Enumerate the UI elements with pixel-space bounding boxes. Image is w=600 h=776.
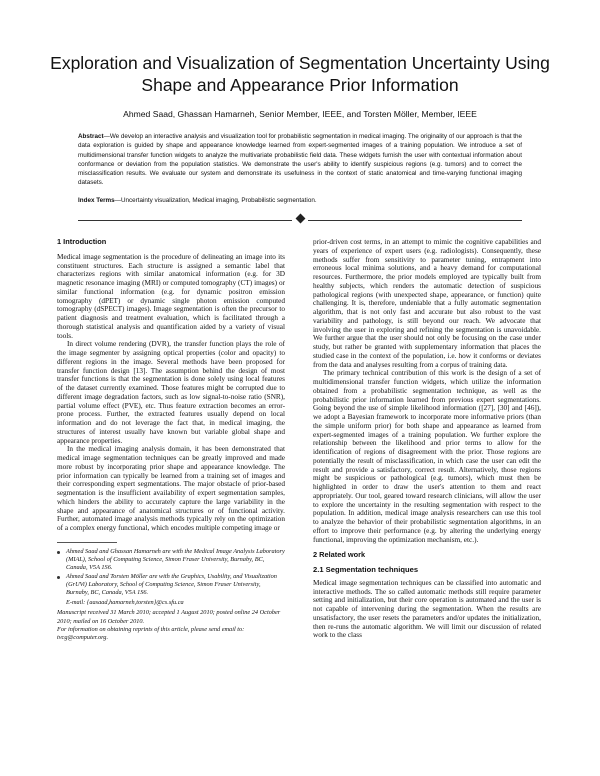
subsection-heading-segmentation: 2.1 Segmentation techniques <box>313 565 419 574</box>
index-terms-text: —Uncertainty visualization, Medical imaging, Probabilistic segmentation. <box>114 197 317 204</box>
related-paragraph-1: Medical image segmentation techniques can be classified into automatic and interactive methods. The so called automatic methods still require parameter setting and initialization, but their core operation is automated and the user is not capable of intervening during the segmentation. When the results are unsatisfactory, the user resets the parameters and/or updates the initialization, then re-runs the automatic algorithm. We will limit our discussion of related work to the class <box>313 578 541 640</box>
section-heading-related-work: 2 Related work <box>313 550 366 560</box>
intro-paragraph-2: In direct volume rendering (DVR), the transfer function plays the role of the image segmenter by assigning optical properties (color and opacity) to different regions in the image. Several methods have been proposed for transfer function design [13]. The assumption behind the design of most transfer functions is that the segmentation is done solely using local features of the dataset currently examined. Those features might be corrupted due to different image degradation factors, such as low signal-to-noise ratio (SNR), partial volume effect (PVE), etc. Thus feature extraction becomes an error-prone process. Further, the extracted features usually depend on local information and do not leverage the fact that, in medical imaging, the structures of interest usually have known but variable global shape and appearance properties. <box>57 340 285 445</box>
intro-paragraph-4: prior-driven cost terms, in an attempt to mimic the cognitive capabilities and years of experience of expert users (e.g. radiologists). Consequently, these methods suffer from sensitivity to parameter tuning, entrapment into erroneous local minima solutions, and a heavy demand for computational resources. Furthermore, the prior models employed are typically built from healthy subjects, which renders the automatic detection of suspicious pathological regions (with unexpected shape, appearance, or function) quite challenging. It is, therefore, undeniable that a fully automatic segmentation algorithm, that is not only fast and accurate but also robust to the vast variability and pathology, is still beyond our reach. We advocate that involving the user in exploring and refining the segmentation is unavoidable. We further argue that the user should not only be focusing on the case under study, but rather be granted with supplementary information that places the studied case in the context of the population, i.e. how it conforms or deviates from the data and analyses resulting from a corpus of training data. <box>313 238 541 369</box>
section-heading-introduction: 1 Introduction <box>57 237 107 246</box>
footnote-affiliation-2: Ahmed Saad and Torsten Möller are with the Graphics, Usability, and Visualization (GrUVi) Laboratory, School of Computing Science, Simon Fraser University, Burnaby, BC, Canada, V5A 1S6. <box>57 573 285 597</box>
index-terms-label: Index Terms <box>78 197 115 204</box>
diamond-icon <box>295 213 305 223</box>
abstract <box>78 132 522 188</box>
footnotes <box>57 548 285 642</box>
intro-paragraph-5: The primary technical contribution of this work is the design of a set of multidimensional transfer function widgets, which utilize the information obtained from a probabilistic segmentation technique, as well as the probabilistic prior information learned from previous expert segmentations. Going beyond the use of simple likelihood information ([27], [30] and [46]), we adopt a Bayesian framework to incorporate more informative priors (than the simple uniform prior) for both shape and appearance as learned from expert-segmented images of a training population. We further explore the relationship between the likelihood and prior terms to allow for the identification of regions of disagreement with the prior. Those regions are potentially the result of misclassification, in which case the user can edit the result and provide a satisfactory, correct result. Alternatively, those regions might be suspicious or pathological (e.g. tumors), which must then be highlighted in order to draw the user's attention to them and react appropriately. Our tool, geared toward research clinicians, will allow the user to explore the uncertainty in the resulting segmentation with respect to the population. In addition, medical image analysis researchers can use this tool to analyze the behavior of their probabilistic segmentation algorithms, in an effort to improve their performance (e.g. by altering the underlying energy functional, improving the optimization mechanism, etc.). <box>313 369 541 544</box>
right-column <box>313 238 541 640</box>
divider-right <box>308 220 522 221</box>
abstract-text: —We develop an interactive analysis and visualization tool for probabilistic segmentation in medical imaging. The originality of our approach is that the data exploration is guided by shape and appearance knowledge learned from expert-segmented images of a training population. We introduce a set of multidimensional transfer function widgets to analyze the multivariate probabilistic field data. These widgets furnish the user with contextual information about conformance or deviation from the population statistics. We demonstrate the user's ability to identify suspicious regions (e.g. tumors) and to correct the misclassification results. We evaluate our system and demonstrate its usefulness in the context of static anatomical and time-varying functional imaging datasets. <box>78 133 522 187</box>
divider-left <box>78 220 292 221</box>
footnote-manuscript-dates: Manuscript received 31 March 2010; accepted 1 August 2010; posted online 24 October 2010; mailed on 16 October 2010. <box>57 609 281 625</box>
footnote-reprints: For information on obtaining reprints of this article, please send email to: tvcg@computer.org. <box>57 625 245 641</box>
footnote-email: E-mail: {aasaad,hamarneh,torsten}@cs.sfu.ca <box>66 599 184 607</box>
bullet-icon <box>57 551 60 554</box>
abstract-label: Abstract <box>78 133 104 140</box>
footnote-divider <box>57 542 117 543</box>
intro-paragraph-3: In the medical imaging analysis domain, it has been demonstrated that medical image segmentation techniques can be greatly improved and made more robust by incorporating prior shape and appearance knowledge. The prior information can typically be learned from a training set of images and their corresponding expert segmentations. The major obstacle of prior-based segmentation is the insufficient availability of expert segmentation samples, which hinders the ability to accurately capture the large variability in the shape and appearance of anatomical structures or of functional activity. Further, automated image analysis methods typically rely on the optimization of a complex energy functional, which encodes multiple competing image or <box>57 445 285 532</box>
bullet-icon <box>57 576 60 579</box>
index-terms <box>78 196 522 205</box>
paper-title: Exploration and Visualization of Segmentation Uncertainty Using Shape and Appearance Prior Information <box>50 53 550 95</box>
left-column <box>57 238 285 642</box>
footnote-affiliation-1: Ahmed Saad and Ghassan Hamarneh are with the Medical Image Analysis Laboratory (MIAL), School of Computing Science, Simon Fraser University, Burnaby, BC, Canada, V5A 1S6. <box>57 548 285 572</box>
intro-paragraph-1: Medical image segmentation is the procedure of delineating an image into its constituent structures. Each structure is assigned a semantic label that characterizes regions with similar anatomical information (e.g. for 3D magnetic resonance imaging (MRI) or computed tomography (CT) images) or similar functional information (e.g. for dynamic positron emission tomography (dPET) or dynamic single photon emission computed tomography (dSPECT) images). Image segmentation is often the precursor to patient diagnosis and treatment evaluation, which is facilitated through a thorough statistical analysis and quantification aided by a variety of visual tools. <box>57 252 285 340</box>
author-list: Ahmed Saad, Ghassan Hamarneh, Senior Member, IEEE, and Torsten Möller, Member, IEEE <box>123 109 477 119</box>
